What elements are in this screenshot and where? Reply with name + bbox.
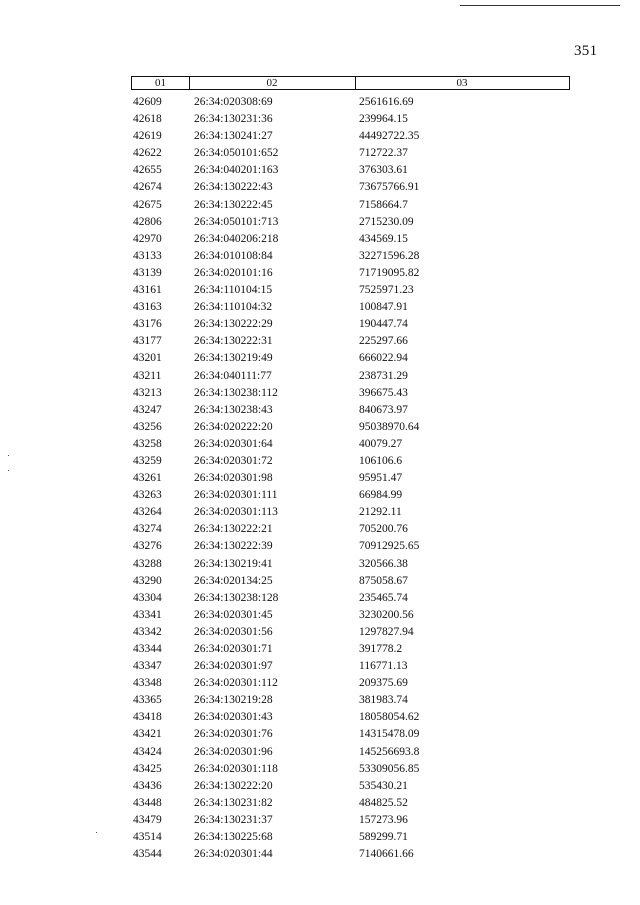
table-cell: 26:34:020301:111 (194, 489, 278, 502)
table-cell: 7140661.66 (359, 848, 414, 861)
table-row (131, 179, 570, 196)
table-row (131, 709, 570, 726)
table-cell: 43365 (133, 694, 162, 707)
table-row (131, 538, 570, 555)
table-cell: 875058.67 (359, 574, 408, 587)
table-cell: 190447.74 (359, 318, 408, 331)
table-cell: 43213 (133, 386, 162, 399)
table-cell: 43418 (133, 711, 162, 724)
table-cell: 3230200.56 (359, 608, 414, 621)
table-row (131, 316, 570, 333)
table-cell: 43133 (133, 249, 162, 262)
table-row (131, 265, 570, 282)
table-cell: 43247 (133, 403, 162, 416)
table-cell: 43139 (133, 266, 162, 279)
table-cell: 43514 (133, 831, 162, 844)
table-cell: 42806 (133, 215, 162, 228)
table-row (131, 812, 570, 829)
table-row (131, 299, 570, 316)
table-cell: 70912925.65 (359, 540, 420, 553)
table-row (131, 111, 570, 128)
table-cell: 840673.97 (359, 403, 408, 416)
table-cell: 26:34:020301:45 (194, 608, 273, 621)
table-cell: 238731.29 (359, 369, 408, 382)
table-cell: 43304 (133, 591, 162, 604)
table-cell: 26:34:020301:76 (194, 728, 273, 741)
table-cell: 705200.76 (359, 523, 408, 536)
table-cell: 42674 (133, 181, 162, 194)
table-cell: 391778.2 (359, 643, 403, 655)
table-cell: 1297827.94 (359, 625, 414, 638)
table-row (131, 470, 570, 487)
table-cell: 26:34:130219:49 (194, 352, 273, 365)
page-number: 351 (574, 43, 598, 59)
table-row (131, 385, 570, 402)
table-cell: 26:34:130219:41 (194, 557, 273, 570)
table-row (131, 350, 570, 367)
table-cell: 26:34:020301:43 (194, 711, 273, 724)
table-cell: 484825.52 (359, 796, 408, 809)
table-cell: 42655 (133, 164, 162, 177)
table-cell: 712722.37 (359, 147, 408, 160)
table-cell: 42618 (133, 113, 162, 126)
table-cell: 145256693.8 (359, 745, 420, 758)
table-cell: 26:34:040111:77 (194, 369, 272, 382)
table-cell: 106106.6 (359, 454, 403, 467)
table-cell: 26:34:020301:56 (194, 625, 273, 638)
column-header: 01 (132, 77, 190, 89)
table-cell: 26:34:020301:96 (194, 745, 273, 758)
table-cell: 42609 (133, 96, 162, 108)
table-cell: 26:34:020301:112 (194, 677, 278, 690)
table-row (131, 573, 570, 590)
table-cell: 26:34:130222:21 (194, 523, 273, 536)
table-row (131, 504, 570, 521)
table-header-row (131, 76, 570, 90)
table-cell: 26:34:020301:71 (194, 643, 273, 655)
table-cell: 32271596.28 (359, 249, 420, 262)
table-row (131, 624, 570, 641)
table-cell: 26:34:130222:39 (194, 540, 273, 553)
table-body (131, 94, 570, 863)
table-cell: 7525971.23 (359, 284, 414, 297)
table-cell: 14315478.09 (359, 728, 420, 741)
scan-speck (8, 455, 9, 456)
table-row (131, 197, 570, 214)
table-row (131, 744, 570, 761)
table-cell: 26:34:020301:44 (194, 848, 273, 861)
table-cell: 43348 (133, 677, 162, 690)
table-cell: 43341 (133, 608, 162, 621)
table-cell: 26:34:010108:84 (194, 249, 273, 262)
table-cell: 43290 (133, 574, 162, 587)
table-cell: 26:34:130225:68 (194, 831, 273, 844)
table-cell: 26:34:130219:28 (194, 694, 273, 707)
table-cell: 7158664.7 (359, 198, 408, 211)
table-cell: 43261 (133, 472, 162, 485)
table-cell: 381983.74 (359, 694, 408, 707)
table-cell: 43479 (133, 813, 162, 826)
table-cell: 26:34:020301:113 (194, 506, 278, 519)
table-cell: 225297.66 (359, 335, 408, 348)
table-cell: 18058054.62 (359, 711, 420, 724)
table-row (131, 795, 570, 812)
column-header: 03 (456, 77, 468, 89)
table-cell: 43163 (133, 301, 162, 314)
table-cell: 26:34:130231:82 (194, 796, 273, 809)
table-cell: 26:34:130222:45 (194, 198, 273, 211)
table-row (131, 145, 570, 162)
table-cell: 320566.38 (359, 557, 408, 570)
table-cell: 73675766.91 (359, 181, 420, 194)
table-cell: 434569.15 (359, 232, 408, 245)
table-cell: 42970 (133, 232, 162, 245)
table-cell: 26:34:050101:713 (194, 215, 279, 228)
table-cell: 40079.27 (359, 437, 403, 450)
table-row (131, 641, 570, 658)
scan-speck (8, 470, 9, 471)
table-row (131, 94, 570, 111)
table-row (131, 402, 570, 419)
table-cell: 116771.13 (359, 660, 408, 673)
table-cell: 666022.94 (359, 352, 408, 365)
table-cell: 43421 (133, 728, 162, 741)
table-cell: 71719095.82 (359, 266, 420, 279)
scan-speck (96, 832, 97, 833)
table-cell: 43201 (133, 352, 162, 365)
table-cell: 42619 (133, 130, 162, 143)
table-cell: 26:34:130231:36 (194, 113, 273, 126)
table-cell: 26:34:020308:69 (194, 96, 273, 108)
table-cell: 26:34:130222:29 (194, 318, 273, 331)
table-cell: 43176 (133, 318, 162, 331)
table-cell: 26:34:020101:16 (194, 266, 273, 279)
table-row (131, 726, 570, 743)
table-cell: 43342 (133, 625, 162, 638)
table-cell: 95038970.64 (359, 420, 420, 433)
table-cell: 43161 (133, 284, 162, 297)
table-cell: 26:34:020134:25 (194, 574, 273, 587)
table-cell: 43211 (133, 369, 162, 382)
table-cell: 26:34:130222:20 (194, 779, 273, 792)
table-cell: 43259 (133, 454, 162, 467)
table-cell: 26:34:020301:72 (194, 454, 273, 467)
table-cell: 376303.61 (359, 164, 408, 177)
table-cell: 43177 (133, 335, 162, 348)
table-row (131, 778, 570, 795)
table-row (131, 487, 570, 504)
table-row (131, 214, 570, 231)
table-row (131, 248, 570, 265)
table-row (131, 436, 570, 453)
table-cell: 26:34:050101:652 (194, 147, 279, 160)
table-cell: 43347 (133, 660, 162, 673)
table-cell: 43263 (133, 489, 162, 502)
table-row (131, 556, 570, 573)
table-row (131, 590, 570, 607)
table-cell: 44492722.35 (359, 130, 420, 143)
table-row (131, 521, 570, 538)
table-cell: 21292.11 (359, 506, 402, 519)
table-row (131, 607, 570, 624)
top-rule (460, 5, 620, 6)
table-row (131, 419, 570, 436)
table-cell: 43436 (133, 779, 162, 792)
table-cell: 43544 (133, 848, 162, 861)
table-row (131, 333, 570, 350)
table-row (131, 368, 570, 385)
table-row (131, 453, 570, 470)
table-cell: 43256 (133, 420, 162, 433)
table-row (131, 692, 570, 709)
table-cell: 26:34:130238:112 (194, 386, 278, 399)
table-cell: 239964.15 (359, 113, 408, 126)
table-cell: 26:34:040201:163 (194, 164, 279, 177)
table-cell: 26:34:130222:31 (194, 335, 273, 348)
table-cell: 26:34:130222:43 (194, 181, 273, 194)
table-cell: 26:34:110104:32 (194, 301, 273, 314)
table-cell: 43425 (133, 762, 162, 775)
table-cell: 26:34:130238:128 (194, 591, 279, 604)
table-cell: 26:34:020301:64 (194, 437, 273, 450)
table-cell: 535430.21 (359, 779, 408, 792)
table-cell: 43276 (133, 540, 162, 553)
table-cell: 43258 (133, 437, 162, 450)
table-cell: 26:34:130241:27 (194, 130, 273, 143)
column-header: 02 (189, 77, 356, 89)
table-cell: 26:34:020301:97 (194, 660, 273, 673)
table-cell: 43448 (133, 796, 162, 809)
table-cell: 43274 (133, 523, 162, 536)
table-row (131, 282, 570, 299)
table-cell: 100847.91 (359, 301, 408, 314)
table-cell: 26:34:020301:98 (194, 472, 273, 485)
table-row (131, 846, 570, 863)
table-cell: 26:34:130238:43 (194, 403, 273, 416)
table-cell: 209375.69 (359, 677, 408, 690)
table-cell: 43344 (133, 643, 162, 655)
table-cell: 66984.99 (359, 489, 403, 502)
table-cell: 26:34:020301:118 (194, 762, 278, 775)
table-cell: 43264 (133, 506, 162, 519)
table-row (131, 658, 570, 675)
table-cell: 2561616.69 (359, 96, 414, 108)
table-cell: 157273.96 (359, 813, 408, 826)
table-row (131, 231, 570, 248)
table-cell: 42622 (133, 147, 162, 160)
table-row (131, 128, 570, 145)
table-cell: 26:34:130231:37 (194, 813, 273, 826)
table-row (131, 829, 570, 846)
table-row (131, 761, 570, 778)
table-cell: 42675 (133, 198, 162, 211)
table-row (131, 162, 570, 179)
table-cell: 53309056.85 (359, 762, 420, 775)
table-cell: 26:34:040206:218 (194, 232, 279, 245)
table-cell: 235465.74 (359, 591, 408, 604)
table-cell: 43424 (133, 745, 162, 758)
table-cell: 26:34:020222:20 (194, 420, 273, 433)
table-cell: 43288 (133, 557, 162, 570)
table-cell: 2715230.09 (359, 215, 414, 228)
table-cell: 26:34:110104:15 (194, 284, 273, 297)
table-cell: 589299.71 (359, 831, 408, 844)
table-row (131, 675, 570, 692)
table-cell: 396675.43 (359, 386, 408, 399)
table-cell: 95951.47 (359, 472, 403, 485)
